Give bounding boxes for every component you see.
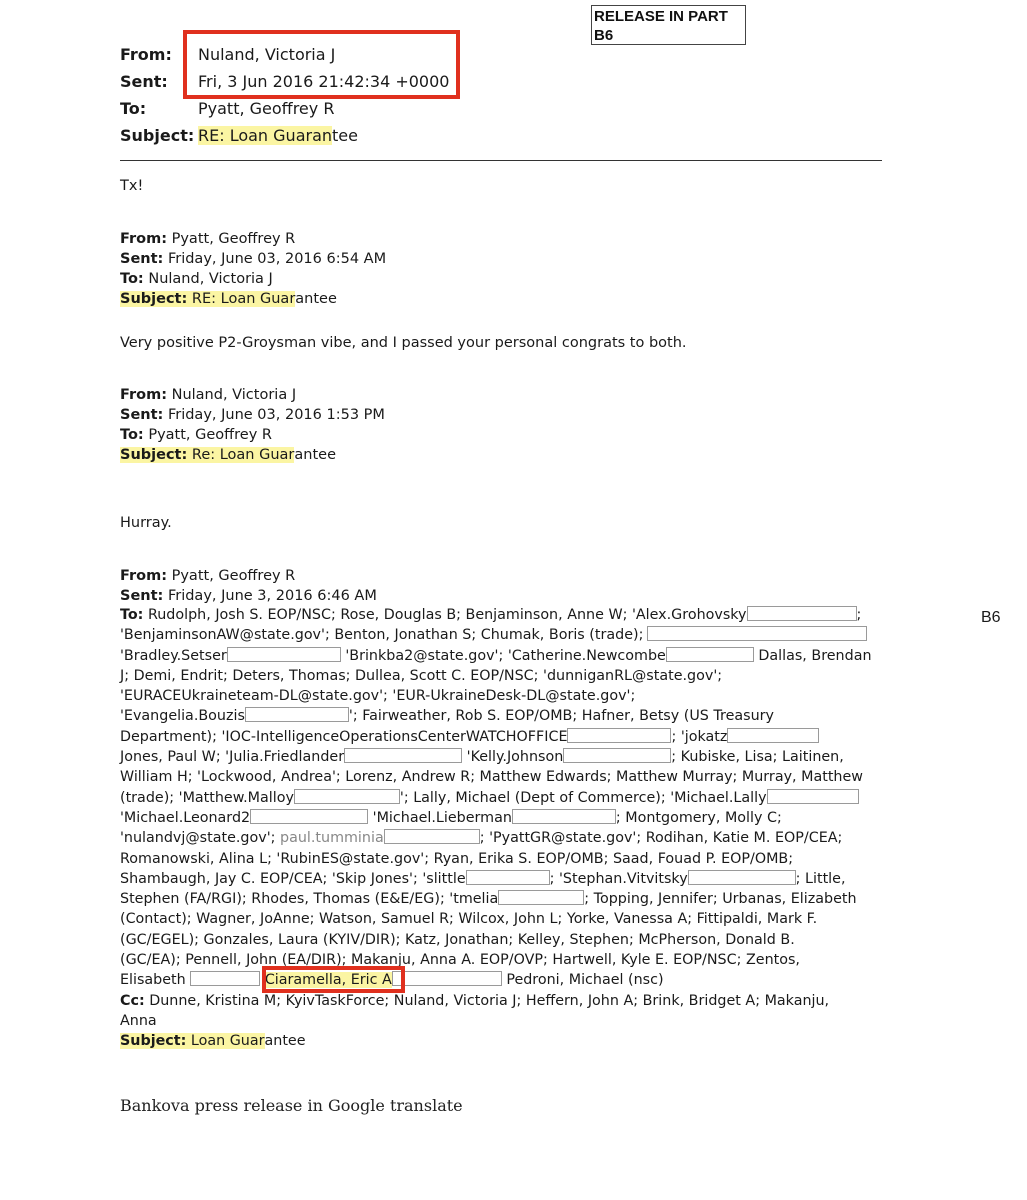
msg2-subject-rest: antee [295, 291, 337, 307]
header-divider [120, 160, 882, 161]
subject-label: Subject: [120, 447, 188, 463]
to-label: To: [120, 607, 144, 623]
redaction-box [666, 647, 754, 662]
message-2-header [120, 229, 386, 309]
recipient-text: (Contact); Wagner, JoAnne; Watson, Samuel R; Wilcox, John L; Yorke, Vanessa A; Fittipaldi, Mark F. [120, 911, 818, 928]
header-subject-highlight: RE: Loan Guaran [198, 126, 333, 145]
recipient-text: Elisabeth [120, 972, 186, 989]
to-label: To: [120, 427, 144, 443]
msg3-from: Nuland, Victoria J [171, 387, 297, 403]
redaction-box [688, 870, 796, 885]
header-to: Pyatt, Geoffrey R [198, 99, 335, 118]
stamp-line-2: B6 [594, 27, 614, 44]
recipient-text: Stephen (FA/RGI); Rhodes, Thomas (E&E/EG); 'tmelia [120, 891, 499, 908]
msg4-from: Pyatt, Geoffrey R [171, 568, 296, 584]
recipient-text: '; Lally, Michael (Dept of Commerce); 'Michael.Lally [399, 789, 767, 806]
msg4-sent: Friday, June 3, 2016 6:46 AM [167, 588, 377, 604]
side-exemption-code: B6 [981, 609, 1001, 626]
recipient-text: ; Little, [795, 870, 846, 887]
redaction-box [245, 707, 349, 722]
msg2-from: Pyatt, Geoffrey R [171, 231, 296, 247]
recipient-text: Rudolph, Josh S. EOP/NSC; Rose, Douglas B; Benjaminson, Anne W; 'Alex.Grohovsky [147, 607, 747, 623]
subject-label: Subject: [120, 291, 188, 307]
recipient-text: 'BenjaminsonAW@state.gov'; Benton, Jonathan S; Chumak, Boris (trade); [120, 627, 644, 644]
recipient-text: paul.tumminia [280, 830, 384, 847]
recipient-text: (trade); 'Matthew.Malloy [120, 789, 294, 806]
sent-label: Sent: [120, 251, 164, 267]
recipient-text: (GC/EGEL); Gonzales, Laura (KYIV/DIR); Katz, Jonathan; Kelley, Stephen; McPherson, Donald B. [120, 931, 795, 948]
annotation-box-header [183, 30, 460, 99]
recipient-text: 'nulandvj@state.gov'; [120, 830, 276, 847]
sent-label: Sent: [120, 72, 168, 91]
recipient-text: 'Michael.Lieberman [372, 809, 512, 826]
from-label: From: [120, 568, 167, 584]
redaction-box [294, 789, 400, 804]
recipient-text: 'Bradley.Setser [120, 647, 227, 664]
to-label: To: [120, 271, 144, 287]
recipient-text: Department); 'IOC-IntelligenceOperationsCenterWATCHOFFICE [120, 728, 568, 745]
redaction-box [767, 789, 859, 804]
msg4-subject-highlight: Loan Guar [190, 1033, 265, 1050]
recipient-text: (GC/EA); Pennell, John (EA/DIR); Makanju, Anna A. EOP/OVP; Hartwell, Kyle E. EOP/NSC; Zentos, [120, 952, 800, 969]
recipient-text: 'Kelly.Johnson [466, 749, 564, 766]
recipient-text: ; Montgomery, Molly C; [615, 809, 782, 826]
redaction-box [466, 870, 550, 885]
recipient-text: Pedroni, Michael (nsc) [506, 972, 664, 989]
message-4-header [120, 566, 377, 606]
to-label: To: [120, 99, 147, 118]
recipient-text: ; Topping, Jennifer; Urbanas, Elizabeth [584, 891, 857, 908]
msg4-cc-cont: Anna [120, 1012, 157, 1029]
stamp-line-1: RELEASE IN PART [594, 8, 728, 25]
subject-label: Subject: [120, 126, 195, 145]
message-3-header [120, 385, 385, 465]
message-3-body: Hurray. [120, 515, 172, 531]
msg2-sent: Friday, June 03, 2016 6:54 AM [167, 251, 387, 267]
redaction-box [190, 971, 260, 986]
msg4-cc: Dunne, Kristina M; KyivTaskForce; Nuland, Victoria J; Heffern, John A; Brink, Bridget A; Makanju, [149, 992, 830, 1009]
redaction-box [563, 748, 671, 763]
redaction-box [384, 829, 480, 844]
recipient-text: Shambaugh, Jay C. EOP/CEA; 'Skip Jones'; 'slittle [120, 870, 466, 887]
redaction-box [250, 809, 368, 824]
recipient-text: ; 'PyattGR@state.gov'; Rodihan, Katie M. EOP/CEA; [479, 830, 843, 847]
annotation-box-recipient [262, 966, 405, 993]
message-4-body: Bankova press release in Google translate [120, 1096, 463, 1115]
msg3-sent: Friday, June 03, 2016 1:53 PM [167, 407, 385, 423]
recipient-text: 'EURACEUkraineteam-DL@state.gov'; 'EUR-UkraineDesk-DL@state.gov'; [120, 688, 636, 705]
recipient-text: Jones, Paul W; 'Julia.Friedlander [120, 749, 345, 766]
recipient-text: ; [856, 607, 862, 623]
recipient-text: J; Demi, Endrit; Deters, Thomas; Dullea, Scott C. EOP/NSC; 'dunniganRL@state.gov'; [120, 667, 723, 684]
recipient-text: 'Michael.Leonard2 [120, 809, 251, 826]
recipient-text: Romanowski, Alina L; 'RubinES@state.gov'; Ryan, Erika S. EOP/OMB; Saad, Fouad P. EOP/OMB; [120, 850, 794, 867]
recipient-text: Dallas, Brendan [758, 647, 872, 664]
recipient-text: ; Kubiske, Lisa; Laitinen, [671, 749, 844, 766]
from-label: From: [120, 387, 167, 403]
header-subject-row [120, 122, 358, 149]
recipient-text: ; 'Stephan.Vitvitsky [549, 870, 688, 887]
recipient-text: ; 'jokatz [671, 728, 728, 745]
recipient-text: '; Fairweather, Rob S. EOP/OMB; Hafner, Betsy (US Treasury [348, 708, 775, 725]
cc-label: Cc: [120, 992, 145, 1009]
msg4-subject-rest: antee [264, 1033, 306, 1050]
from-label: From: [120, 45, 172, 64]
msg3-subject-rest: antee [294, 447, 336, 463]
redaction-box [392, 971, 502, 986]
redaction-box [227, 647, 341, 662]
msg3-subject-highlight: Re: Loan Guar [191, 447, 295, 463]
recipient-text: 'Evangelia.Bouzis [120, 708, 245, 725]
redaction-box [567, 728, 671, 743]
msg3-to: Pyatt, Geoffrey R [148, 427, 272, 443]
header-subject-rest: tee [332, 126, 358, 145]
reply-body-1: Tx! [120, 178, 144, 194]
from-label: From: [120, 231, 167, 247]
sent-label: Sent: [120, 588, 164, 604]
redaction-box [647, 626, 867, 641]
header-sent: Fri, 3 Jun 2016 21:42:34 +0000 [198, 72, 450, 91]
msg2-subject-highlight: RE: Loan Guar [191, 291, 296, 307]
recipient-text: 'Brinkba2@state.gov'; 'Catherine.Newcombe [345, 647, 666, 664]
redaction-box [344, 748, 462, 763]
redaction-box [727, 728, 819, 743]
msg2-to: Nuland, Victoria J [148, 271, 273, 287]
redaction-box [498, 890, 584, 905]
header-from: Nuland, Victoria J [198, 45, 336, 64]
recipient-list [120, 605, 900, 1052]
redaction-box [512, 809, 616, 824]
header-to-row [120, 95, 334, 122]
release-stamp [591, 5, 746, 45]
highlighted-recipient: Ciaramella, Eric A [264, 972, 392, 989]
recipient-text: William H; 'Lockwood, Andrea'; Lorenz, Andrew R; Matthew Edwards; Matthew Murray; Murray, Matthew [120, 769, 863, 786]
redaction-box [747, 606, 857, 621]
sent-label: Sent: [120, 407, 164, 423]
subject-label: Subject: [120, 1033, 187, 1050]
message-2-body: Very positive P2-Groysman vibe, and I passed your personal congrats to both. [120, 335, 687, 351]
